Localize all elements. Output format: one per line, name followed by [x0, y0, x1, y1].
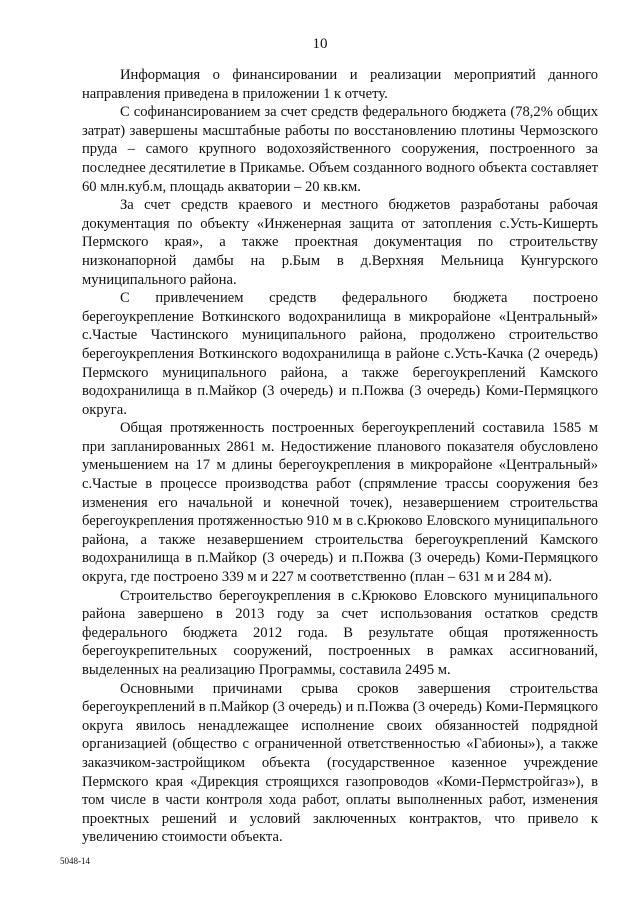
- document-code: 5048-14: [60, 856, 90, 866]
- page-number: 10: [312, 36, 328, 52]
- paragraph-bank-protection-built: С привлечением средств федерального бюджета построено берегоукрепление Воткинского водохранилища в микрорайоне «Центральный» с.Частые Частинского муниципального района, продолжено строительство берегоукрепления Воткинского водохранилища в районе с.Усть-Качка (2 очередь) Пермского муниципального района, а также берегоукреплений Камского водохранилища в п.Майкор (3 очередь) и п.Пожва (3 очередь) Коми-Пермяцкого округа.: [82, 290, 598, 418]
- paragraph-chermoz-dam: С софинансированием за счет средств федерального бюджета (78,2% общих затрат) завершены масштабные работы по восстановлению плотины Чермозского пруда – самого крупного водохозяйственного сооружения, построенного за последнее десятилетие в Прикамье. Объем созданного водного объекта составляет 60 млн.куб.м, площадь акватории – 20 кв.км.: [82, 104, 598, 195]
- paragraph-financing-info: Информация о финансировании и реализации мероприятий данного направления приведена в приложении 1 к отчету.: [82, 67, 598, 102]
- paragraph-kryukovo: Строительство берегоукрепления в с.Крюково Еловского муниципального района завершено в 2013 году за счет использования остатков средств федерального бюджета 2012 года. В результате общая протяженность берегоукрепительных сооружений, построенных в рамках ассигнований, выделенных на реализацию Программы, составила 2495 м.: [82, 587, 598, 678]
- paragraph-documentation: За счет средств краевого и местного бюджетов разработаны рабочая документация по объекту «Инженерная защита от затопления с.Усть-Кишерть Пермского края», а также проектная документация по строительству низконапорной дамбы на р.Бым в д.Верхняя Мельница Кунгурского муниципального района.: [82, 197, 598, 288]
- paragraph-delay-reasons: Основными причинами срыва сроков завершения строительства берегоукреплений в п.Майкор (3 очередь) и п.Пожва (3 очередь) Коми-Пермяцкого округа явилось ненадлежащее исполнение своих обязанностей подрядной организацией (общество с ограниченной ответственностью «Габионы»), а также заказчиком-застройщиком объекта (государственное казенное учреждение Пермского края «Дирекция строящихся газопроводов «Коми-Пермстройгаз»), в том числе в части контроля хода работ, оплаты выполненных работ, изменения проектных решений и условий заключенных контрактов, что привело к увеличению стоимости объекта.: [82, 680, 598, 846]
- paragraph-total-length: Общая протяженность построенных берегоукреплений составила 1585 м при запланированных 2861 м. Недостижение планового показателя обусловлено уменьшением на 17 м длины берегоукрепления в микрорайоне «Центральный» с.Частые в процессе производства работ (спрямление трассы сооружения без изменения его начальной и конечной точек), незавершением строительства берегоукрепления протяженностью 910 м в с.Крюково Еловского муниципального района, а также незавершением строительства берегоукреплений Камского водохранилища в п.Майкор (3 очередь) и п.Пожва (3 очередь) Коми-Пермяцкого округа, где построено 339 м и 227 м соответственно (план – 631 м и 284 м).: [82, 420, 598, 586]
- document-body: [82, 66, 598, 847]
